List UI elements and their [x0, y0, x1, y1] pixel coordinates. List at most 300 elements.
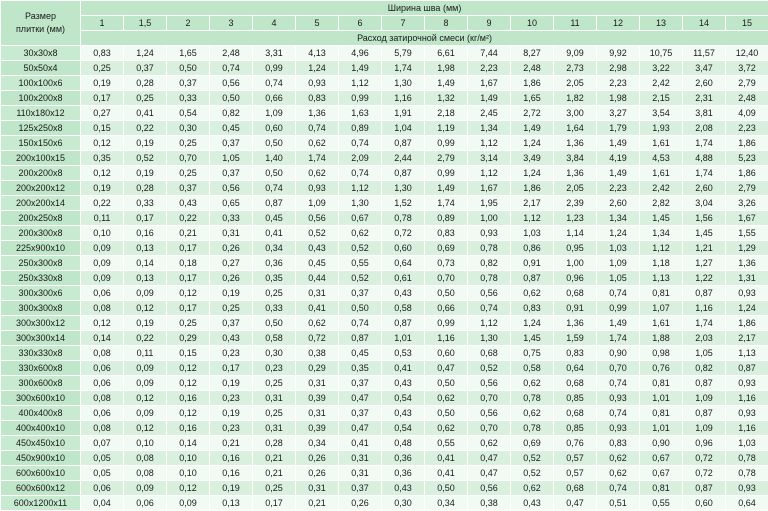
consumption-cell: 1,01: [640, 421, 683, 436]
tile-size-cell: 450x450x10: [1, 436, 81, 451]
consumption-cell: 0,43: [167, 196, 210, 211]
consumption-cell: 4,19: [597, 151, 640, 166]
consumption-cell: 1,22: [683, 271, 726, 286]
consumption-cell: 0,25: [167, 166, 210, 181]
consumption-cell: 0,78: [468, 271, 511, 286]
consumption-cell: 1,13: [640, 271, 683, 286]
table-row: [1, 91, 768, 106]
consumption-cell: 0,37: [339, 286, 382, 301]
consumption-cell: 1,12: [468, 166, 511, 181]
consumption-cell: 2,44: [382, 151, 425, 166]
consumption-cell: 0,52: [468, 361, 511, 376]
consumption-cell: 0,74: [597, 481, 640, 496]
table-row: [1, 391, 768, 406]
table-row: [1, 226, 768, 241]
tile-size-cell: 300x300x12: [1, 316, 81, 331]
consumption-cell: 1,32: [425, 91, 468, 106]
consumption-cell: 0,25: [167, 136, 210, 151]
joint-width-header-cell: 2: [167, 16, 210, 31]
consumption-cell: 0,72: [683, 466, 726, 481]
consumption-cell: 0,33: [253, 301, 296, 316]
consumption-cell: 0,55: [425, 436, 468, 451]
consumption-cell: 0,41: [339, 436, 382, 451]
consumption-cell: 0,30: [167, 121, 210, 136]
consumption-cell: 1,65: [167, 46, 210, 61]
consumption-cell: 1,88: [640, 331, 683, 346]
consumption-cell: 1,74: [425, 196, 468, 211]
consumption-cell: 0,08: [81, 421, 124, 436]
consumption-cell: 0,99: [339, 91, 382, 106]
consumption-cell: 0,30: [253, 346, 296, 361]
consumption-cell: 0,62: [511, 406, 554, 421]
consumption-cell: 0,21: [210, 436, 253, 451]
consumption-cell: 0,74: [296, 121, 339, 136]
consumption-cell: 0,62: [296, 136, 339, 151]
consumption-cell: 0,50: [253, 136, 296, 151]
consumption-cell: 0,35: [81, 151, 124, 166]
consumption-cell: 1,30: [468, 331, 511, 346]
consumption-cell: 1,14: [554, 226, 597, 241]
consumption-cell: 1,36: [726, 256, 768, 271]
table-row: [1, 61, 768, 76]
consumption-cell: 0,12: [81, 316, 124, 331]
consumption-cell: 0,55: [640, 496, 683, 511]
consumption-cell: 0,19: [81, 76, 124, 91]
consumption-cell: 0,09: [124, 481, 167, 496]
consumption-cell: 1,24: [597, 226, 640, 241]
tile-size-header: [1, 1, 81, 46]
consumption-cell: 0,69: [425, 241, 468, 256]
consumption-title: Расход затирочной смеси (кг/м²): [81, 31, 768, 46]
consumption-cell: 0,60: [382, 241, 425, 256]
consumption-cell: 1,24: [511, 136, 554, 151]
consumption-cell: 0,87: [683, 376, 726, 391]
consumption-cell: 0,54: [382, 421, 425, 436]
consumption-cell: 0,33: [167, 91, 210, 106]
consumption-cell: 0,87: [683, 406, 726, 421]
consumption-cell: 0,17: [167, 241, 210, 256]
consumption-cell: 0,21: [253, 451, 296, 466]
consumption-cell: 2,48: [511, 61, 554, 76]
consumption-cell: 0,31: [210, 226, 253, 241]
consumption-cell: 0,26: [210, 241, 253, 256]
consumption-cell: 0,12: [124, 421, 167, 436]
consumption-cell: 0,37: [339, 406, 382, 421]
consumption-cell: 0,91: [554, 301, 597, 316]
consumption-cell: 0,64: [382, 256, 425, 271]
consumption-cell: 1,09: [253, 106, 296, 121]
consumption-cell: 0,25: [253, 376, 296, 391]
consumption-cell: 1,27: [683, 256, 726, 271]
consumption-cell: 0,21: [253, 466, 296, 481]
consumption-cell: 0,74: [597, 286, 640, 301]
consumption-cell: 0,19: [210, 406, 253, 421]
consumption-cell: 1,36: [554, 316, 597, 331]
consumption-cell: 1,86: [511, 181, 554, 196]
consumption-cell: 0,26: [296, 451, 339, 466]
table-row: [1, 466, 768, 481]
consumption-cell: 2,73: [554, 61, 597, 76]
consumption-cell: 0,56: [468, 286, 511, 301]
joint-width-header-cell: 1,5: [124, 16, 167, 31]
consumption-cell: 0,74: [253, 76, 296, 91]
consumption-cell: 2,79: [726, 76, 768, 91]
consumption-cell: 0,78: [382, 211, 425, 226]
consumption-cell: 0,62: [296, 166, 339, 181]
consumption-cell: 0,08: [81, 301, 124, 316]
consumption-cell: 0,85: [554, 421, 597, 436]
consumption-cell: 0,09: [81, 256, 124, 271]
tile-size-cell: 300x300x8: [1, 301, 81, 316]
consumption-cell: 0,93: [468, 226, 511, 241]
consumption-cell: 2,17: [726, 331, 768, 346]
consumption-cell: 0,93: [726, 481, 768, 496]
consumption-cell: 1,23: [554, 211, 597, 226]
consumption-cell: 3,26: [726, 196, 768, 211]
consumption-cell: 0,09: [81, 271, 124, 286]
consumption-cell: 0,35: [253, 271, 296, 286]
consumption-cell: 0,28: [253, 436, 296, 451]
consumption-cell: 0,62: [597, 451, 640, 466]
consumption-cell: 5,79: [382, 46, 425, 61]
consumption-cell: 0,36: [253, 256, 296, 271]
consumption-cell: 0,17: [81, 91, 124, 106]
joint-width-header-cell: 10: [511, 16, 554, 31]
consumption-cell: 1,16: [683, 301, 726, 316]
consumption-cell: 0,72: [683, 451, 726, 466]
consumption-cell: 0,68: [554, 376, 597, 391]
consumption-cell: 1,49: [597, 136, 640, 151]
consumption-cell: 0,87: [683, 481, 726, 496]
consumption-cell: 1,30: [382, 181, 425, 196]
consumption-cell: 0,58: [253, 331, 296, 346]
consumption-cell: 0,67: [640, 466, 683, 481]
consumption-cell: 0,06: [81, 286, 124, 301]
consumption-cell: 2,15: [640, 91, 683, 106]
consumption-cell: 0,16: [210, 466, 253, 481]
table-row: [1, 256, 768, 271]
consumption-cell: 0,45: [210, 121, 253, 136]
consumption-cell: 2,79: [726, 181, 768, 196]
consumption-cell: 0,06: [124, 496, 167, 511]
consumption-cell: 0,99: [425, 166, 468, 181]
consumption-cell: 0,27: [81, 106, 124, 121]
table-row: [1, 76, 768, 91]
joint-width-header-cell: 5: [296, 16, 339, 31]
consumption-cell: 1,74: [683, 136, 726, 151]
consumption-cell: 0,06: [81, 361, 124, 376]
consumption-cell: 1,13: [726, 346, 768, 361]
consumption-cell: 0,68: [554, 481, 597, 496]
consumption-cell: 0,89: [339, 121, 382, 136]
consumption-cell: 1,91: [382, 106, 425, 121]
consumption-cell: 0,54: [382, 391, 425, 406]
consumption-cell: 0,25: [167, 316, 210, 331]
consumption-cell: 0,74: [253, 181, 296, 196]
consumption-cell: 2,45: [468, 106, 511, 121]
tile-size-cell: 50x50x4: [1, 61, 81, 76]
consumption-cell: 0,93: [597, 391, 640, 406]
consumption-cell: 0,06: [81, 376, 124, 391]
consumption-cell: 0,06: [81, 406, 124, 421]
consumption-cell: 0,08: [124, 451, 167, 466]
consumption-cell: 0,87: [382, 136, 425, 151]
consumption-cell: 1,82: [554, 91, 597, 106]
tile-size-cell: 200x200x14: [1, 196, 81, 211]
consumption-cell: 3,47: [683, 61, 726, 76]
consumption-cell: 0,78: [511, 391, 554, 406]
table-row: [1, 361, 768, 376]
tile-size-cell: 400x400x10: [1, 421, 81, 436]
consumption-cell: 1,49: [425, 181, 468, 196]
consumption-cell: 0,17: [167, 271, 210, 286]
header-row-consumption: [1, 31, 768, 46]
table-row: [1, 481, 768, 496]
consumption-cell: 2,23: [597, 181, 640, 196]
consumption-cell: 0,18: [167, 256, 210, 271]
consumption-cell: 1,12: [339, 76, 382, 91]
consumption-cell: 0,08: [81, 346, 124, 361]
consumption-cell: 0,62: [511, 481, 554, 496]
consumption-cell: 1,34: [468, 121, 511, 136]
consumption-cell: 2,42: [640, 181, 683, 196]
consumption-cell: 0,48: [382, 436, 425, 451]
joint-width-header-cell: 8: [425, 16, 468, 31]
tile-size-cell: 600x1200x11: [1, 496, 81, 511]
tile-size-cell: 600x600x12: [1, 481, 81, 496]
consumption-cell: 0,06: [81, 481, 124, 496]
joint-width-title: Ширина шва (мм): [81, 1, 768, 16]
consumption-cell: 0,19: [210, 376, 253, 391]
consumption-cell: 0,05: [81, 451, 124, 466]
joint-width-header-cell: 7: [382, 16, 425, 31]
consumption-cell: 0,54: [167, 106, 210, 121]
tile-size-cell: 400x400x8: [1, 406, 81, 421]
table-row: [1, 211, 768, 226]
table-row: [1, 451, 768, 466]
consumption-cell: 1,86: [726, 136, 768, 151]
consumption-cell: 0,67: [339, 211, 382, 226]
consumption-cell: 0,68: [554, 286, 597, 301]
consumption-cell: 0,37: [339, 481, 382, 496]
consumption-cell: 0,73: [425, 256, 468, 271]
consumption-cell: 0,52: [124, 151, 167, 166]
table-row: [1, 331, 768, 346]
consumption-cell: 0,98: [640, 346, 683, 361]
consumption-cell: 0,69: [511, 436, 554, 451]
consumption-cell: 0,34: [425, 496, 468, 511]
consumption-cell: 1,67: [726, 211, 768, 226]
table-row: [1, 136, 768, 151]
consumption-cell: 1,56: [683, 211, 726, 226]
consumption-cell: 1,40: [253, 151, 296, 166]
consumption-cell: 2,23: [468, 61, 511, 76]
joint-width-header-cell: 1: [81, 16, 124, 31]
consumption-cell: 1,49: [468, 91, 511, 106]
tile-size-cell: 110x180x12: [1, 106, 81, 121]
consumption-cell: 0,09: [124, 376, 167, 391]
consumption-cell: 0,70: [597, 361, 640, 376]
consumption-cell: 1,64: [554, 121, 597, 136]
consumption-cell: 0,12: [167, 406, 210, 421]
consumption-cell: 0,60: [425, 346, 468, 361]
consumption-cell: 1,16: [726, 421, 768, 436]
consumption-cell: 0,95: [554, 241, 597, 256]
consumption-cell: 0,41: [425, 451, 468, 466]
table-row: [1, 346, 768, 361]
consumption-cell: 0,50: [253, 316, 296, 331]
consumption-cell: 1,12: [468, 136, 511, 151]
consumption-cell: 1,30: [382, 76, 425, 91]
table-row: [1, 436, 768, 451]
consumption-cell: 0,16: [210, 451, 253, 466]
consumption-cell: 0,17: [210, 361, 253, 376]
consumption-cell: 0,85: [554, 391, 597, 406]
consumption-cell: 1,59: [554, 331, 597, 346]
consumption-cell: 0,04: [81, 496, 124, 511]
consumption-cell: 0,09: [124, 286, 167, 301]
consumption-cell: 0,12: [81, 136, 124, 151]
consumption-cell: 0,50: [339, 301, 382, 316]
joint-width-header-cell: 12: [597, 16, 640, 31]
consumption-cell: 0,74: [597, 376, 640, 391]
consumption-cell: 0,23: [253, 361, 296, 376]
consumption-cell: 0,41: [124, 106, 167, 121]
consumption-cell: 0,37: [167, 76, 210, 91]
joint-width-header-cell: 3: [210, 16, 253, 31]
consumption-cell: 0,56: [468, 481, 511, 496]
consumption-cell: 0,29: [167, 331, 210, 346]
consumption-cell: 0,10: [167, 451, 210, 466]
tile-size-header-line2: плитки (мм): [16, 24, 65, 34]
consumption-cell: 0,43: [511, 496, 554, 511]
consumption-cell: 5,23: [726, 151, 768, 166]
consumption-cell: 1,52: [382, 196, 425, 211]
consumption-cell: 0,93: [597, 421, 640, 436]
consumption-cell: 0,64: [726, 496, 768, 511]
consumption-cell: 0,31: [296, 376, 339, 391]
consumption-cell: 2,05: [554, 181, 597, 196]
consumption-cell: 0,64: [554, 361, 597, 376]
consumption-cell: 1,49: [511, 121, 554, 136]
consumption-cell: 0,74: [468, 301, 511, 316]
consumption-cell: 2,60: [683, 181, 726, 196]
consumption-cell: 0,58: [511, 361, 554, 376]
tile-size-cell: 100x100x6: [1, 76, 81, 91]
consumption-cell: 0,28: [124, 76, 167, 91]
consumption-cell: 0,81: [640, 376, 683, 391]
table-row: [1, 316, 768, 331]
consumption-cell: 0,17: [167, 301, 210, 316]
consumption-cell: 0,25: [210, 301, 253, 316]
consumption-cell: 0,12: [167, 286, 210, 301]
consumption-cell: 0,62: [511, 286, 554, 301]
consumption-cell: 0,65: [210, 196, 253, 211]
consumption-cell: 1,36: [554, 166, 597, 181]
consumption-cell: 1,09: [683, 421, 726, 436]
consumption-cell: 0,15: [81, 121, 124, 136]
joint-width-header-cell: 13: [640, 16, 683, 31]
consumption-cell: 1,29: [726, 241, 768, 256]
consumption-cell: 0,25: [81, 61, 124, 76]
consumption-cell: 0,30: [382, 496, 425, 511]
consumption-cell: 8,27: [511, 46, 554, 61]
header-row-width-values: [1, 16, 768, 31]
consumption-cell: 1,61: [640, 136, 683, 151]
consumption-cell: 0,23: [210, 346, 253, 361]
consumption-cell: 0,22: [167, 211, 210, 226]
consumption-cell: 0,83: [554, 346, 597, 361]
consumption-cell: 0,10: [81, 226, 124, 241]
table-row: [1, 496, 768, 511]
consumption-cell: 1,12: [339, 181, 382, 196]
joint-width-header-cell: 15: [726, 16, 768, 31]
consumption-cell: 0,81: [640, 286, 683, 301]
consumption-cell: 0,35: [339, 361, 382, 376]
joint-width-header-cell: 4: [253, 16, 296, 31]
consumption-cell: 0,87: [511, 271, 554, 286]
consumption-cell: 0,55: [339, 256, 382, 271]
consumption-cell: 0,96: [554, 271, 597, 286]
consumption-cell: 0,47: [425, 361, 468, 376]
header-row-width: [1, 1, 768, 16]
consumption-cell: 0,16: [167, 421, 210, 436]
consumption-cell: 0,37: [210, 166, 253, 181]
consumption-cell: 2,39: [554, 196, 597, 211]
tile-size-cell: 300x600x10: [1, 391, 81, 406]
consumption-cell: 1,74: [296, 151, 339, 166]
consumption-cell: 0,57: [554, 466, 597, 481]
consumption-cell: 0,87: [339, 331, 382, 346]
tile-size-cell: 450x900x10: [1, 451, 81, 466]
consumption-cell: 1,61: [640, 166, 683, 181]
consumption-cell: 0,39: [296, 391, 339, 406]
consumption-cell: 0,62: [468, 436, 511, 451]
consumption-cell: 1,03: [726, 436, 768, 451]
table-row: [1, 166, 768, 181]
consumption-cell: 0,17: [124, 211, 167, 226]
consumption-cell: 0,25: [253, 406, 296, 421]
consumption-cell: 2,42: [640, 76, 683, 91]
consumption-cell: 0,72: [382, 226, 425, 241]
table-row: [1, 421, 768, 436]
consumption-cell: 0,78: [726, 451, 768, 466]
consumption-cell: 0,33: [210, 211, 253, 226]
consumption-cell: 0,83: [511, 301, 554, 316]
consumption-cell: 0,41: [425, 466, 468, 481]
tile-size-cell: 225x900x10: [1, 241, 81, 256]
consumption-cell: 1,12: [468, 316, 511, 331]
consumption-cell: 0,45: [296, 256, 339, 271]
consumption-cell: 4,96: [339, 46, 382, 61]
consumption-cell: 0,62: [425, 421, 468, 436]
consumption-cell: 0,08: [124, 466, 167, 481]
consumption-cell: 0,17: [253, 496, 296, 511]
consumption-cell: 1,05: [210, 151, 253, 166]
consumption-cell: 0,08: [81, 391, 124, 406]
table-body: [1, 46, 768, 511]
consumption-cell: 0,50: [167, 61, 210, 76]
consumption-cell: 1,49: [339, 61, 382, 76]
consumption-cell: 0,39: [296, 421, 339, 436]
consumption-cell: 1,24: [124, 46, 167, 61]
tile-size-cell: 30x30x8: [1, 46, 81, 61]
consumption-cell: 1,67: [468, 76, 511, 91]
consumption-cell: 0,53: [382, 346, 425, 361]
consumption-cell: 1,55: [726, 226, 768, 241]
consumption-cell: 0,33: [124, 196, 167, 211]
consumption-cell: 0,36: [382, 466, 425, 481]
